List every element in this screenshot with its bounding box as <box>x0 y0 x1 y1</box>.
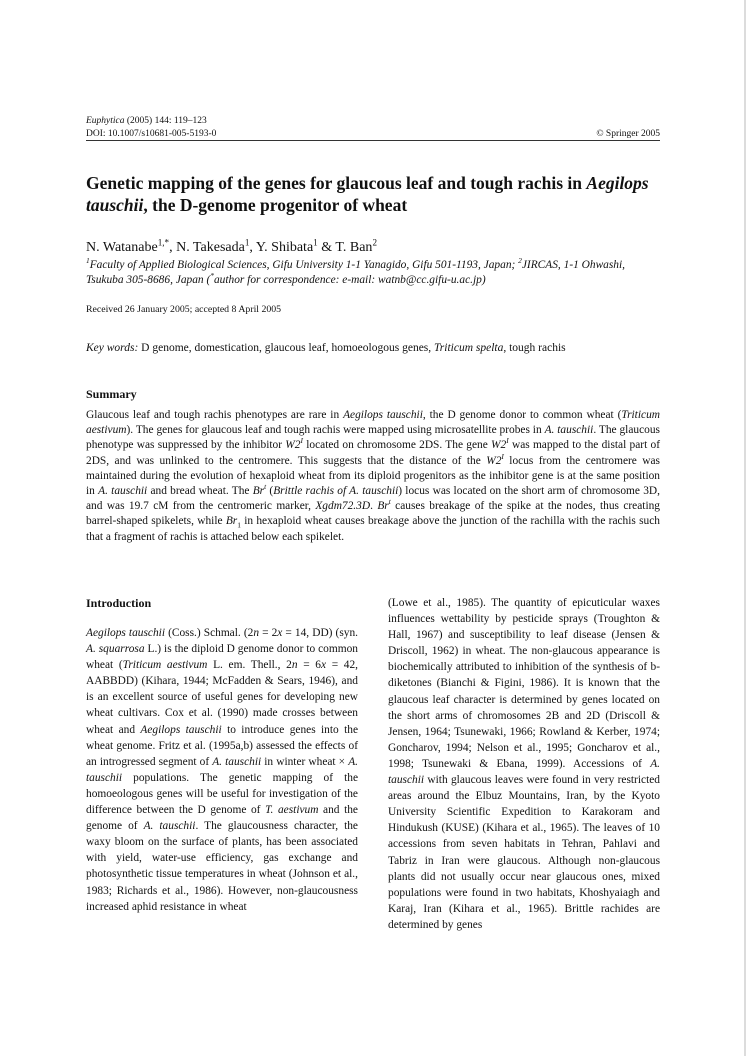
keywords-label: Key words: <box>86 342 139 354</box>
author-list: N. Watanabe$^{1,*}$, N. Takesada$^1$, Y. Shibata$^1$ & T. Ban$^2$ <box>86 237 377 255</box>
introduction-heading: Introduction <box>86 596 152 610</box>
header-rule <box>86 140 660 141</box>
copyright: © Springer 2005 <box>596 129 660 139</box>
introduction-right-column: (Lowe et al., 1985). The quantity of epicuticular waxes influences wettability by pesticide sprays (Troughton & Hall, 1967) and susceptibility to leaf disease (Jensen & Driscoll, 1962) in wheat. The non-glaucous appearance is biochemically attributed to inhibition of the synthesis of b-diketones (Bianchi & Figini, 1986). It is known that the glaucous leaf character is determined by genes located on the short arms of chromosomes 2B and 2D (Driscoll & Jensen, 1964; Tsunewaki, 1966; Rowland & Kerber, 1974; Goncharov, 1994; Nelson et al., 1995; Goncharov et al., 1998; Tsunewaki & Ebana, 1999). Accessions of A. tauschii with glaucous leaves were found in very restricted areas around the Elbuz Mountains, Iran, by the Kyoto University Scientific Expedition to Karakoram and Hindukush (KUSE) (Kihara et al., 1965). The leaves of 10 accessions from seven habitats in Tehran, Pahlavi and Tabriz in Iran were glaucous. Although non-glaucous plants did not usually occur near glaucous ones, mixed populations were found in two habitats, Khoshyaiagh and Karaj, Iran (Kihara et al., 1965). Brittle rachides are determined by genes <box>388 597 660 931</box>
author: Y. Shibata <box>255 240 314 255</box>
keywords: Key words: D genome, domestication, glaucous leaf, homoeologous genes, Triticum spelta, tough rachis <box>86 342 566 354</box>
journal-name: Euphytica <box>86 116 125 126</box>
introduction-left-column: Aegilops tauschii (Coss.) Schmal. (2n = 2x = 14, DD) (syn. A. squarrosa L.) is the diploid D genome donor to common wheat (Triticum aestivum L. em. Thell., 2n = 6x = 42, AABBDD) (Kihara, 1944; McFadden & Sears, 1946), and is an excellent source of useful genes for developing new wheat cultivars. Cox et al. (1990) made crosses between wheat and Aegilops tauschii to introduce genes into the wheat genome. Fritz et al. (1995a,b) assessed the effects of an introgressed segment of A. tauschii in winter wheat × A. tauschii populations. The genetic mapping of the homoeologous genes will be useful for investigation of the difference between the D genome of T. aestivum and the genome of A. tauschii. The glaucousness character, the waxy bloom on the surface of plants, has been associated with yield, water-use efficiency, gas exchange and photosynthetic tissue temperatures in wheat (Johnson et al., 1983; Richards et al., 1986). However, non-glaucousness increased aphid resistance in wheat <box>86 627 359 913</box>
author: N. Takesada <box>176 240 245 255</box>
article-title: Genetic mapping of the genes for glaucous leaf and tough rachis in Aegilops tauschii, the D-genome progenitor of wheat <box>86 173 649 215</box>
summary-text: Glaucous leaf and tough rachis phenotypes are rare in Aegilops tauschii, the D genome donor to common wheat (Triticum aestivum). The genes for glaucous leaf and tough rachis were mapped using microsatellite probes in A. tauschii. The glaucous phenotype was suppressed by the inhibitor $W2^I$ located on chromosome 2DS. The gene $W2^I$ was mapped to the distal part of 2DS, and was unlinked to the centromere. This suggests that the distance of the $W2^I$ locus from the centromere was maintained during the evolution of hexaploid wheat from its diploid progenitors as the inhibitor gene is at the same position in A. tauschii and bread wheat. The Br$^t$ (Brittle rachis of A. tauschii) locus was located on the short arm of chromosome 3D, and was 19.7 cM from the centromeric marker, Xgdm72.3D. Br$^t$ causes breakage of the spike at the nodes, thus creating barrel-shaped spikelets, while $Br_1$ in hexaploid wheat causes breakage above the junction of the rachilla with the rachis such that a fragment of rachis is attached below each spikelet. <box>86 409 661 543</box>
author: N. Watanabe <box>86 240 158 255</box>
author: T. Ban <box>335 240 373 255</box>
citation: (2005) 144: 119–123 <box>126 116 207 126</box>
summary-heading: Summary <box>86 387 137 401</box>
running-header-doi <box>86 128 660 140</box>
affiliations: $^1$Faculty of Applied Biological Sciences, Gifu University 1-1 Yanagido, Gifu 501-1193, Japan; $^2$JIRCAS, 1-1 Ohwashi, Tsukuba 305-8686, Japan (*author for correspondence: e-mail: watnb@cc.gifu-u.ac.jp) <box>86 256 626 286</box>
doi: DOI: 10.1007/s10681-005-5193-0 <box>86 129 217 139</box>
running-header-citation <box>86 115 660 127</box>
received-dates: Received 26 January 2005; accepted 8 April 2005 <box>86 304 282 315</box>
